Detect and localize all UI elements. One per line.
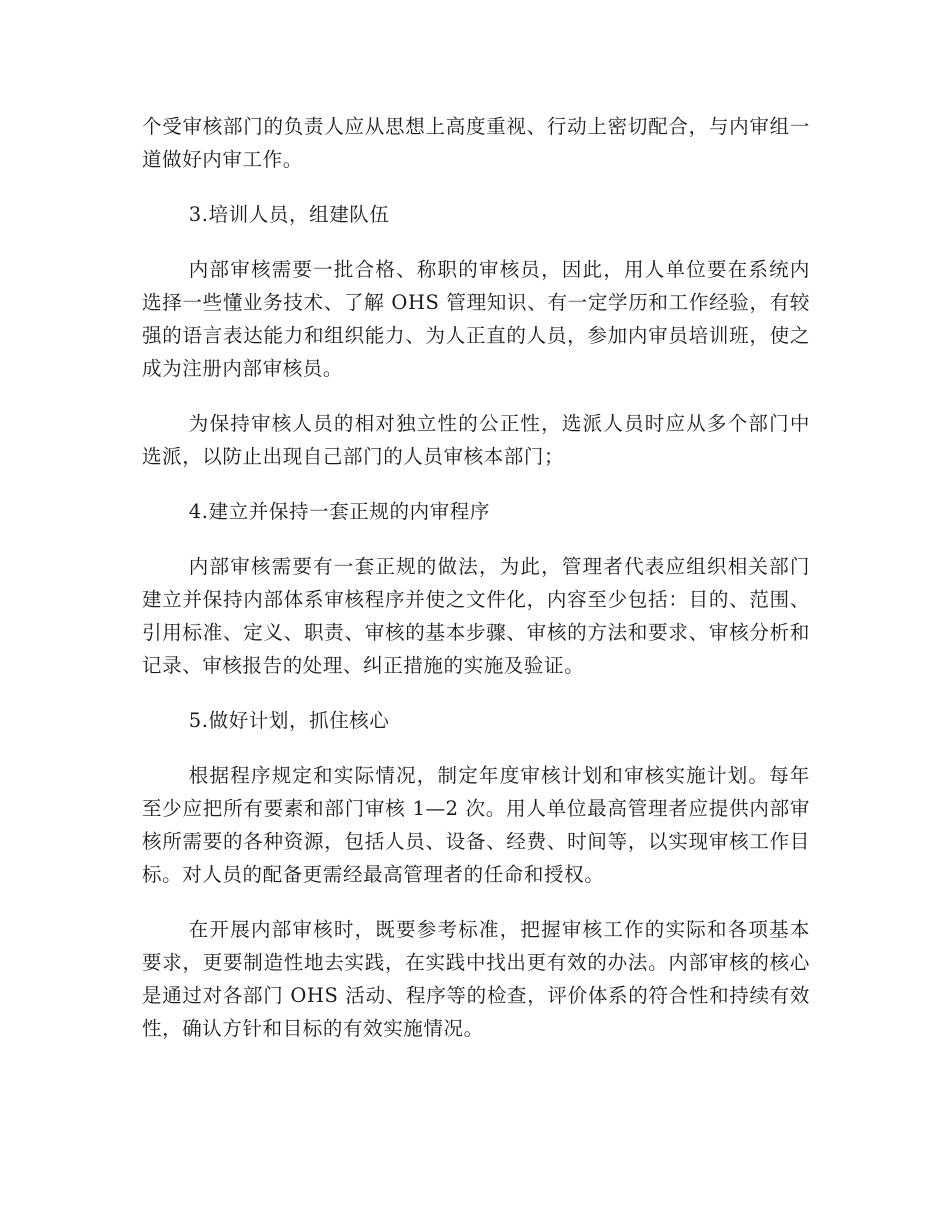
paragraph-auditor-independence: 为保持审核人员的相对独立性的公正性，选派人员时应从多个部门中选派，以防止出现自己部门的人员审核本部门； (142, 412, 810, 468)
paragraph-audit-procedure: 内部审核需要有一套正规的做法，为此，管理者代表应组织相关部门建立并保持内部体系审核程序并使之文件化，内容至少包括：目的、范围、引用标准、定义、职责、审核的基本步骤、审核的方法和要求、审核分析和记录、审核报告的处理、纠正措施的实施及验证。 (142, 555, 810, 677)
paragraph-audit-core: 在开展内部审核时，既要参考标准，把握审核工作的实际和各项基本要求，更要制造性地去实践，在实践中找出更有效的办法。内部审核的核心是通过对各部门 OHS 活动、程序等的检查，评价体系的符合性和持续有效性，确认方针和目标的有效实施情况。 (142, 918, 810, 1040)
paragraph-auditor-training: 内部审核需要一批合格、称职的审核员，因此，用人单位要在系统内选择一些懂业务技术、了解 OHS 管理知识、有一定学历和工作经验，有较强的语言表达能力和组织能力、为人正直的人员，参加内审员培训班，使之成为注册内部审核员。 (142, 258, 810, 380)
paragraph-continuation: 个受审核部门的负责人应从思想上高度重视、行动上密切配合，与内审组一道做好内审工作。 (142, 115, 810, 171)
section-heading-4: 4.建立并保持一套正规的内审程序 (188, 500, 491, 523)
document-body (142, 110, 810, 1067)
section-heading-3: 3.培训人员，组建队伍 (188, 203, 390, 226)
paragraph-audit-plan: 根据程序规定和实际情况，制定年度审核计划和审核实施计划。每年至少应把所有要素和部门审核 1—2 次。用人单位最高管理者应提供内部审核所需要的各种资源，包括人员、设备、经费、时间等，以实现审核工作目标。对人员的配备更需经最高管理者的任命和授权。 (142, 764, 810, 886)
section-heading-5: 5.做好计划，抓住核心 (188, 709, 390, 732)
